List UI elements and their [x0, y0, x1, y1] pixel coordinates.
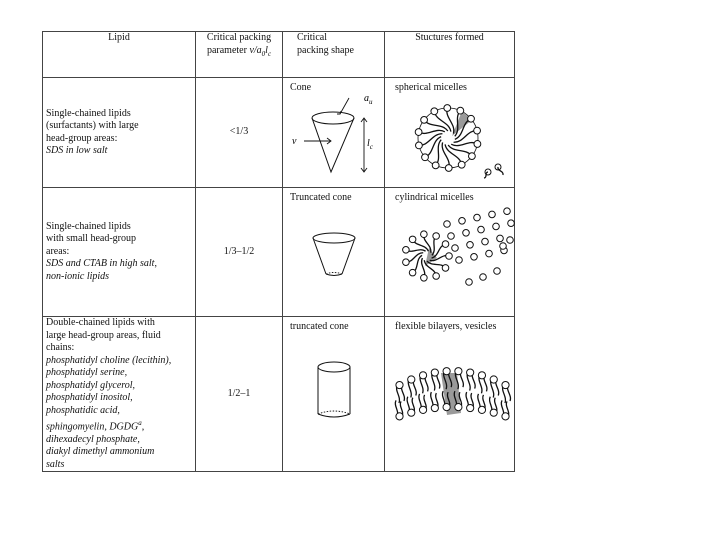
structure-cell	[385, 317, 515, 472]
cpp-cell	[196, 188, 283, 317]
headgroup	[432, 162, 439, 169]
bilayer-diagram	[385, 317, 515, 466]
header-row	[43, 32, 515, 78]
cylindrical-micelle-diagram	[385, 188, 515, 316]
headgroup	[480, 274, 487, 281]
headgroup	[467, 404, 474, 411]
headgroup	[478, 226, 485, 233]
cylinder-diagram	[283, 317, 385, 466]
headgroup	[409, 236, 416, 243]
headgroup	[504, 208, 511, 215]
structure-label: flexible bilayers, vesicles	[395, 321, 497, 332]
headgroup	[474, 214, 481, 221]
shape-cell	[283, 317, 385, 472]
headgroup	[456, 257, 463, 264]
headgroup	[416, 142, 423, 149]
structure-label: spherical micelles	[395, 82, 467, 93]
headgroup	[442, 265, 449, 272]
headgroup	[431, 108, 438, 115]
header-shape-line1: Critical	[297, 32, 327, 43]
headgroup	[408, 376, 415, 383]
headgroup	[489, 211, 496, 218]
header-cpp-line2: parameter	[206, 44, 250, 56]
headgroup	[468, 115, 475, 122]
header-cpp-line1: Critical packing	[206, 32, 272, 43]
headgroup	[497, 235, 504, 242]
header-cpp-formula: $v/a_0l_c$	[249, 44, 272, 58]
label-v: v	[292, 136, 297, 147]
headgroup	[467, 369, 474, 376]
header-lipid	[43, 32, 196, 78]
cpp-cell	[196, 78, 283, 188]
headgroup	[431, 404, 438, 411]
headgroup	[452, 245, 459, 252]
shape-cell	[283, 188, 385, 317]
headgroup	[502, 413, 509, 420]
headgroup	[433, 233, 440, 240]
headgroup	[396, 381, 403, 388]
headgroup	[482, 238, 489, 245]
headgroup	[419, 406, 426, 413]
header-lipid-label: Lipid	[108, 32, 130, 43]
structure-cell	[385, 78, 515, 188]
headgroup	[446, 253, 453, 260]
header-shape-line2: packing shape	[297, 44, 354, 56]
lipid-cell: Single-chained lipids (surfactants) with large head-group areas: SDS in low salt	[43, 78, 196, 188]
headgroup	[459, 218, 466, 225]
structure-label: cylindrical micelles	[395, 192, 474, 203]
headgroup	[431, 369, 438, 376]
headgroup	[474, 127, 481, 134]
headgroup	[490, 376, 497, 383]
headgroup	[445, 165, 452, 172]
headgroup	[478, 372, 485, 379]
cpp-cell	[196, 317, 283, 472]
header-shape	[283, 32, 385, 78]
headgroup	[493, 223, 500, 230]
headgroup	[455, 404, 462, 411]
packing-table	[42, 31, 515, 472]
cpp-value: 1/2–1	[227, 387, 251, 399]
label-l: $l_c$	[367, 138, 373, 151]
headgroup	[444, 105, 451, 112]
headgroup	[457, 107, 464, 114]
header-cpp	[196, 32, 283, 78]
shape-label: truncated cone	[290, 321, 349, 332]
headgroup	[467, 242, 474, 249]
headgroup	[494, 268, 501, 275]
headgroup	[443, 404, 450, 411]
headgroup	[408, 409, 415, 416]
headgroup	[421, 116, 428, 123]
headgroup	[490, 409, 497, 416]
headgroup	[455, 368, 462, 375]
lipid-cell: Double-chained lipids with large head-group areas, fluid chains: phosphatidyl choline (lecithin), phosphatidyl serine, phosphatidyl glycerol, phosphatidyl inositol, phosphatidic acid, sphingomyelin, DGDG$^a$, dihexadecyl phosphate, diakyl dimethyl ammonium salts	[43, 317, 196, 472]
headgroup	[422, 154, 429, 161]
headgroup	[421, 231, 428, 238]
headgroup	[508, 220, 515, 227]
headgroup	[448, 233, 455, 240]
headgroup	[486, 250, 493, 257]
headgroup	[419, 372, 426, 379]
spherical-micelle-diagram	[385, 78, 515, 187]
headgroup	[442, 241, 449, 248]
truncated-cone-diagram	[283, 188, 385, 316]
headgroup	[409, 269, 416, 276]
headgroup	[463, 230, 470, 237]
headgroup	[478, 406, 485, 413]
headgroup	[443, 368, 450, 375]
label-a: $a_u$	[364, 93, 373, 106]
headgroup	[474, 141, 481, 148]
table-row	[43, 78, 515, 188]
headgroup	[396, 413, 403, 420]
shape-label: Cone	[290, 82, 312, 93]
headgroup	[403, 259, 410, 266]
headgroup	[458, 161, 465, 168]
table-row	[43, 317, 515, 472]
cpp-value: <1/3	[229, 126, 249, 138]
headgroup	[507, 237, 514, 244]
headgroup	[502, 381, 509, 388]
headgroup	[415, 129, 422, 136]
header-structures-label: Stuctures formed	[415, 32, 484, 43]
shape-cell	[283, 78, 385, 188]
cpp-value: 1/3–1/2	[223, 245, 255, 257]
headgroup	[421, 274, 428, 281]
headgroup	[433, 273, 440, 280]
headgroup	[500, 243, 507, 250]
headgroup	[444, 221, 451, 228]
headgroup	[403, 247, 410, 254]
lipid-cell: Single-chained lipids with small head-group areas: SDS and CTAB in high salt, non-ionic lipids	[43, 188, 196, 317]
cone-diagram	[283, 78, 385, 187]
shape-label: Truncated cone	[290, 192, 352, 203]
table-row	[43, 188, 515, 317]
header-structures	[385, 32, 515, 78]
structure-cell	[385, 188, 515, 317]
headgroup	[466, 279, 473, 286]
headgroup	[469, 153, 476, 160]
headgroup	[471, 254, 478, 261]
